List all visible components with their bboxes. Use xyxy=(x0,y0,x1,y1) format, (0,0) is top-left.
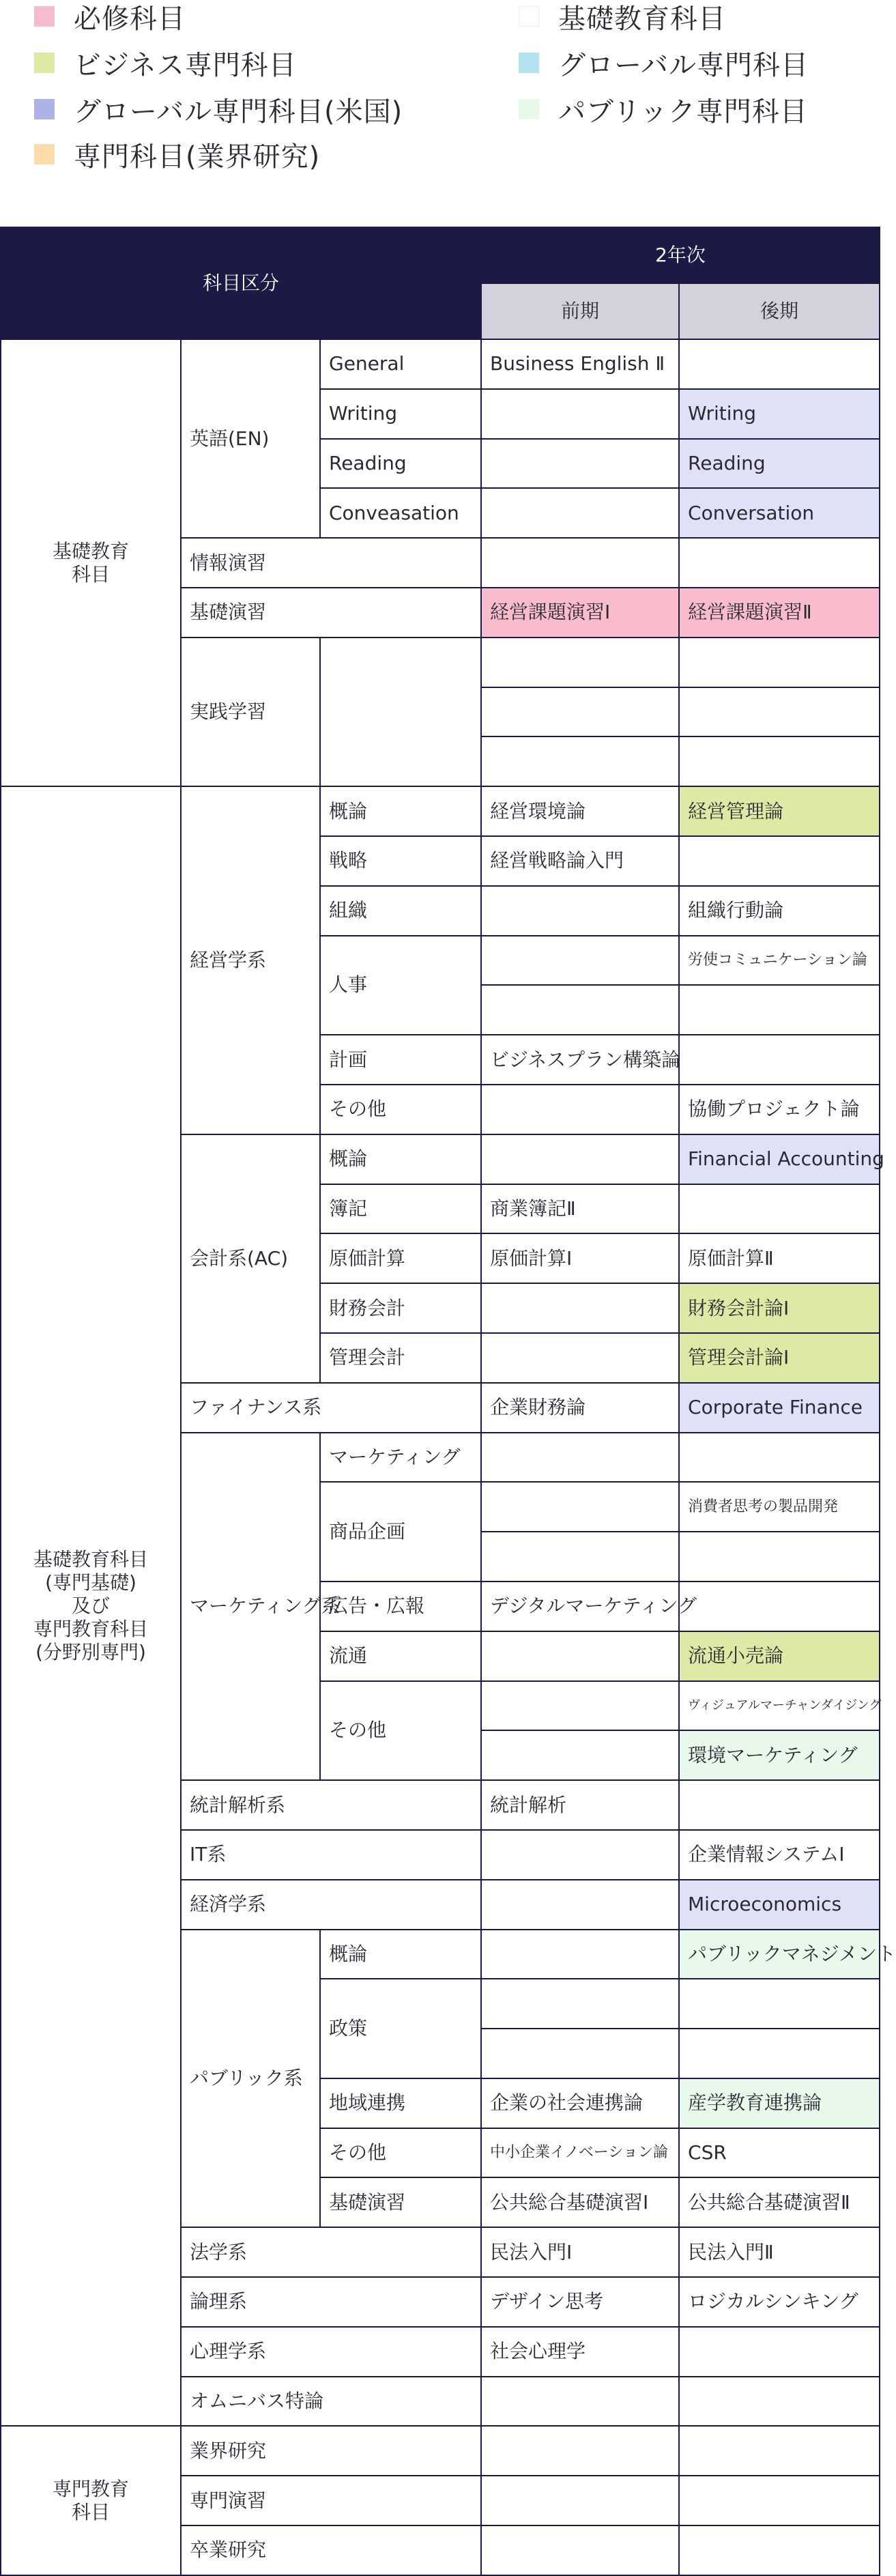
legend-label: 専門科目(業界研究) xyxy=(74,141,321,173)
header-year: 2年次 xyxy=(481,227,880,283)
course-second-half xyxy=(679,2327,880,2377)
course-first-half: 民法入門Ⅰ xyxy=(481,2227,679,2277)
legend-swatch-business xyxy=(34,53,55,73)
course-second-half: Financial Accounting xyxy=(679,1134,880,1184)
course-first-half xyxy=(481,1283,679,1333)
course-second-half: CSR xyxy=(679,2128,880,2178)
course-second-half: Reading xyxy=(679,439,880,489)
course-second-half xyxy=(679,1184,880,1234)
course-second-half: パブリックマネジメント xyxy=(679,1930,880,1979)
course-first-half: ビジネスプラン構築論 xyxy=(481,1035,679,1085)
category-level3: 概論 xyxy=(320,1930,481,1979)
category-level3: 簿記 xyxy=(320,1184,481,1234)
course-first-half xyxy=(481,1979,679,2029)
category-level2: ファイナンス系 xyxy=(181,1383,481,1433)
course-second-half: Microeconomics xyxy=(679,1880,880,1930)
category-level3: その他 xyxy=(320,1085,481,1134)
curriculum-table xyxy=(0,227,896,2576)
header-second-half: 後期 xyxy=(679,283,880,339)
category-level3: 基礎演習 xyxy=(320,2177,481,2227)
course-first-half: 経営戦略論入門 xyxy=(481,836,679,886)
course-second-half: Corporate Finance xyxy=(679,1383,880,1433)
course-second-half: ロジカルシンキング xyxy=(679,2277,880,2327)
category-level2: 実践学習 xyxy=(181,638,320,786)
category-level3: Conveasation xyxy=(320,488,481,538)
course-second-half: 経営管理論 xyxy=(679,786,880,836)
header-row xyxy=(1,227,880,283)
category-level2: 経営学系 xyxy=(181,786,320,1134)
category-level2: 法学系 xyxy=(181,2227,481,2277)
course-second-half xyxy=(679,2377,880,2427)
course-second-half: ヴィジュアルマーチャンダイジング xyxy=(679,1681,880,1731)
course-second-half xyxy=(679,1035,880,1085)
category-level2: 情報演習 xyxy=(181,538,481,588)
course-second-half: 民法入門Ⅱ xyxy=(679,2227,880,2277)
course-second-half: 産学教育連携論 xyxy=(679,2078,880,2128)
course-second-half xyxy=(679,2476,880,2525)
legend-item-global-us xyxy=(34,89,403,130)
course-first-half xyxy=(481,1134,679,1184)
course-second-half: 労使コミュニケーション論 xyxy=(679,936,880,986)
legend-label: 基礎教育科目 xyxy=(558,3,726,35)
course-first-half: 企業の社会連携論 xyxy=(481,2078,679,2128)
course-second-half xyxy=(679,836,880,886)
course-first-half: デザイン思考 xyxy=(481,2277,679,2327)
course-second-half: 環境マーケティング xyxy=(679,1730,880,1780)
legend-item-required xyxy=(34,0,186,37)
legend xyxy=(0,0,879,205)
course-first-half xyxy=(481,2426,679,2476)
course-first-half xyxy=(481,1482,679,1532)
category-level3: その他 xyxy=(320,1681,481,1781)
category-level3: Writing xyxy=(320,389,481,439)
course-first-half xyxy=(481,1631,679,1681)
course-second-half xyxy=(679,1532,880,1582)
course-first-half xyxy=(481,488,679,538)
category-level3: Reading xyxy=(320,439,481,489)
course-first-half: Business English Ⅱ xyxy=(481,339,679,389)
category-level3: マーケティング xyxy=(320,1433,481,1483)
legend-swatch-global xyxy=(519,53,539,73)
category-level1-label: 基礎教育 科目 xyxy=(52,539,129,586)
category-level3: 広告・広報 xyxy=(320,1582,481,1631)
category-level2: 基礎演習 xyxy=(181,588,481,638)
category-level3: 商品企画 xyxy=(320,1482,481,1582)
course-first-half: 公共総合基礎演習Ⅰ xyxy=(481,2177,679,2227)
course-second-half: Writing xyxy=(679,389,880,439)
course-second-half xyxy=(679,1433,880,1483)
category-level3: 管理会計 xyxy=(320,1333,481,1383)
course-second-half: 経営課題演習Ⅱ xyxy=(679,588,880,638)
course-first-half xyxy=(481,1930,679,1979)
category-level3: 戦略 xyxy=(320,836,481,886)
course-second-half: 原価計算Ⅱ xyxy=(679,1233,880,1283)
legend-swatch-required xyxy=(34,6,55,27)
course-second-half xyxy=(679,339,880,389)
course-first-half: 商業簿記Ⅱ xyxy=(481,1184,679,1234)
legend-swatch-public xyxy=(519,99,539,119)
table-row xyxy=(1,339,880,389)
table-row xyxy=(1,2426,880,2476)
course-second-half xyxy=(679,2426,880,2476)
category-level3: 計画 xyxy=(320,1035,481,1085)
course-first-half xyxy=(481,2029,679,2078)
course-first-half xyxy=(481,1830,679,1880)
course-second-half: 協働プロジェクト論 xyxy=(679,1085,880,1134)
legend-label: グローバル専門科目(米国) xyxy=(74,96,403,128)
category-level1-label: 専門教育 科目 xyxy=(52,2477,129,2523)
category-level2: 論理系 xyxy=(181,2277,481,2327)
legend-item-industry xyxy=(34,134,320,175)
course-first-half xyxy=(481,1433,679,1483)
category-level3: 人事 xyxy=(320,936,481,1035)
course-second-half: 流通小売論 xyxy=(679,1631,880,1681)
course-first-half xyxy=(481,1085,679,1134)
course-first-half xyxy=(481,638,679,687)
course-first-half xyxy=(481,936,679,986)
course-second-half xyxy=(679,2525,880,2575)
course-first-half xyxy=(481,389,679,439)
legend-label: ビジネス専門科目 xyxy=(74,49,297,81)
category-level3: 概論 xyxy=(320,786,481,836)
course-first-half: 企業財務論 xyxy=(481,1383,679,1433)
course-first-half xyxy=(481,439,679,489)
course-second-half: 組織行動論 xyxy=(679,886,880,936)
category-level2: 専門演習 xyxy=(181,2476,481,2525)
course-second-half xyxy=(679,538,880,588)
category-level2: 会計系(AC) xyxy=(181,1134,320,1383)
legend-swatch-industry xyxy=(34,144,55,164)
legend-item-basic xyxy=(519,0,726,37)
curriculum-body xyxy=(1,227,896,2575)
category-level2: 心理学系 xyxy=(181,2327,481,2377)
course-first-half xyxy=(481,985,679,1035)
category-level3 xyxy=(320,638,481,786)
category-level3: その他 xyxy=(320,2128,481,2178)
category-level1 xyxy=(1,786,181,2426)
course-first-half: 統計解析 xyxy=(481,1780,679,1830)
category-level3: 概論 xyxy=(320,1134,481,1184)
course-second-half xyxy=(679,2029,880,2078)
course-first-half: 中小企業イノベーション論 xyxy=(481,2128,679,2178)
course-first-half xyxy=(481,1532,679,1582)
course-second-half: 財務会計論Ⅰ xyxy=(679,1283,880,1333)
category-level2: 英語(EN) xyxy=(181,339,320,538)
legend-swatch-global-us xyxy=(34,99,55,119)
legend-item-global xyxy=(519,42,809,83)
course-first-half xyxy=(481,687,679,737)
category-level2: 業界研究 xyxy=(181,2426,481,2476)
course-first-half: 社会心理学 xyxy=(481,2327,679,2377)
course-first-half xyxy=(481,2476,679,2525)
category-level2: マーケティング系 xyxy=(181,1433,320,1781)
course-second-half xyxy=(679,1780,880,1830)
course-first-half xyxy=(481,538,679,588)
course-first-half xyxy=(481,2525,679,2575)
table-row xyxy=(1,786,880,836)
header-first-half: 前期 xyxy=(481,283,679,339)
legend-item-business xyxy=(34,42,297,83)
course-second-half xyxy=(679,687,880,737)
legend-label: パブリック専門科目 xyxy=(558,96,808,128)
category-level3: 財務会計 xyxy=(320,1283,481,1333)
course-second-half xyxy=(679,985,880,1035)
category-level2: パブリック系 xyxy=(181,1930,320,2228)
category-level3: 地域連携 xyxy=(320,2078,481,2128)
course-first-half xyxy=(481,736,679,786)
course-first-half: デジタルマーケティング xyxy=(481,1582,679,1631)
legend-label: 必修科目 xyxy=(74,3,186,35)
legend-swatch-basic xyxy=(519,6,539,27)
category-level2: 統計解析系 xyxy=(181,1780,481,1830)
category-level3: 政策 xyxy=(320,1979,481,2078)
course-first-half xyxy=(481,1730,679,1780)
header-category: 科目区分 xyxy=(1,227,481,339)
course-second-half xyxy=(679,1582,880,1631)
course-first-half xyxy=(481,886,679,936)
category-level2: 卒業研究 xyxy=(181,2525,481,2575)
course-second-half: 管理会計論Ⅰ xyxy=(679,1333,880,1383)
course-first-half xyxy=(481,1880,679,1930)
category-level3: General xyxy=(320,339,481,389)
course-second-half xyxy=(679,638,880,687)
course-second-half: Conversation xyxy=(679,488,880,538)
course-first-half: 経営課題演習Ⅰ xyxy=(481,588,679,638)
category-level2: 経済学系 xyxy=(181,1880,481,1930)
course-first-half xyxy=(481,2377,679,2427)
course-first-half: 経営環境論 xyxy=(481,786,679,836)
category-level1 xyxy=(1,2426,181,2575)
course-second-half xyxy=(679,736,880,786)
legend-label: グローバル専門科目 xyxy=(558,49,809,81)
category-level2: IT系 xyxy=(181,1830,481,1880)
category-level3: 原価計算 xyxy=(320,1233,481,1283)
course-second-half: 消費者思考の製品開発 xyxy=(679,1482,880,1532)
category-level1 xyxy=(1,339,181,786)
category-level3: 組織 xyxy=(320,886,481,936)
category-level2: オムニバス特論 xyxy=(181,2377,481,2427)
course-second-half xyxy=(679,1979,880,2029)
course-first-half xyxy=(481,1681,679,1731)
course-first-half: 原価計算Ⅰ xyxy=(481,1233,679,1283)
course-second-half: 企業情報システムⅠ xyxy=(679,1830,880,1880)
category-level3: 流通 xyxy=(320,1631,481,1681)
category-level1-label: 基礎教育科目 (専門基礎) 及び 専門教育科目 (分野別専門) xyxy=(33,1548,148,1664)
legend-item-public xyxy=(519,89,808,130)
course-first-half xyxy=(481,1333,679,1383)
course-second-half: 公共総合基礎演習Ⅱ xyxy=(679,2177,880,2227)
